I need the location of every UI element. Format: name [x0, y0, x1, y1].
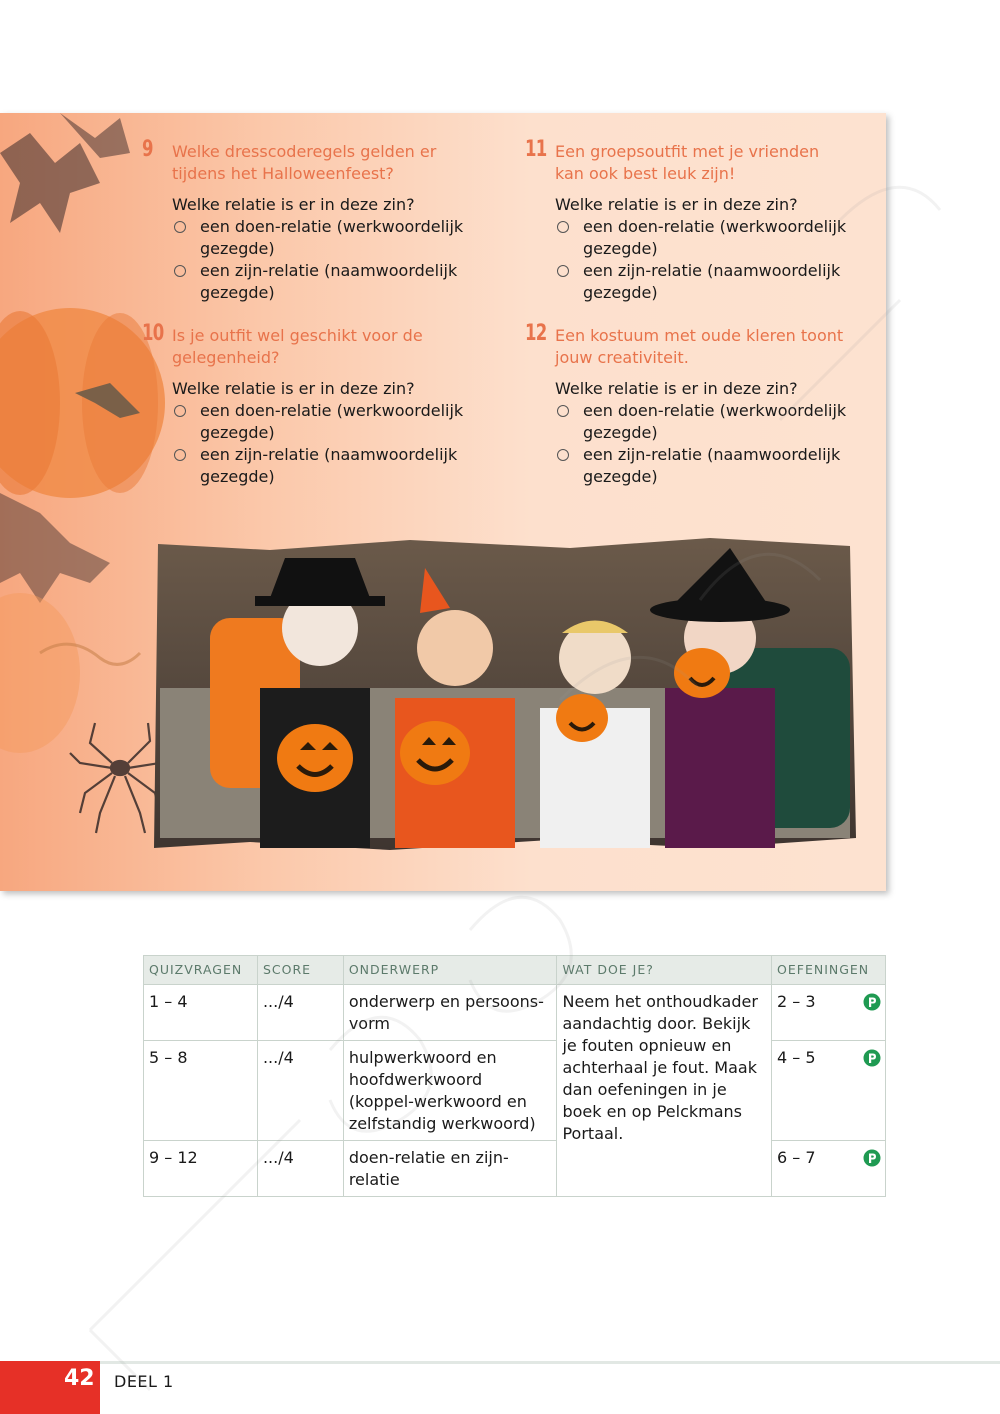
radio-circle-icon[interactable]: [174, 405, 186, 417]
jack-o-lantern-icon: [556, 694, 608, 742]
radio-circle-icon[interactable]: [557, 405, 569, 417]
cell-quiz: 5 – 8: [144, 1041, 258, 1141]
option-doen-relatie[interactable]: een doen-relatie (werkwoordelijk gezegde): [172, 400, 492, 444]
question-statement: Welke dresscoderegels gelden er tijdens het Halloweenfeest?: [172, 142, 437, 183]
question-prompt: Welke relatie is er in deze zin?: [555, 195, 798, 214]
cell-topic: doen-relatie en zijn-relatie: [343, 1141, 557, 1197]
table-row: [144, 1141, 886, 1197]
footer-divider: [100, 1361, 1000, 1364]
question-number: 9: [142, 137, 153, 162]
cell-quiz: 1 – 4: [144, 985, 258, 1041]
score-table: [143, 955, 886, 1197]
radio-circle-icon[interactable]: [557, 221, 569, 233]
header-oefeningen: OEFENINGEN: [772, 956, 886, 985]
pelckmans-portaal-icon[interactable]: [863, 1149, 881, 1167]
radio-circle-icon[interactable]: [557, 449, 569, 461]
cell-topic: hulpwerkwoord en hoofdwerkwoord (koppel-werkwoord en zelfstandig werkwoord): [343, 1041, 557, 1141]
exercises-label: 2 – 3: [777, 992, 816, 1011]
cell-score: .../4: [257, 1041, 343, 1141]
cell-quiz: 9 – 12: [144, 1141, 258, 1197]
option-doen-relatie[interactable]: een doen-relatie (werkwoordelijk gezegde): [555, 216, 851, 260]
exercises-label: 6 – 7: [777, 1148, 816, 1167]
kid-skeleton: [255, 558, 385, 848]
option-doen-relatie[interactable]: een doen-relatie (werkwoordelijk gezegde): [172, 216, 492, 260]
header-quizvragen: QUIZVRAGEN: [144, 956, 258, 985]
quiz-panel: [0, 113, 886, 891]
radio-circle-icon[interactable]: [174, 449, 186, 461]
question-12: [525, 321, 851, 488]
header-score: SCORE: [257, 956, 343, 985]
question-prompt: Welke relatie is er in deze zin?: [555, 379, 798, 398]
option-zijn-relatie[interactable]: een zijn-relatie (naamwoordelijk gezegde): [555, 260, 851, 304]
question-prompt: Welke relatie is er in deze zin?: [172, 379, 415, 398]
question-9: [142, 137, 492, 304]
question-number: 10: [142, 321, 164, 346]
radio-circle-icon[interactable]: [174, 265, 186, 277]
cell-score: .../4: [257, 985, 343, 1041]
header-wat-doe-je: WAT DOE JE?: [557, 956, 772, 985]
question-statement: Een groepsoutfit met je vrienden kan ook best leuk zijn!: [555, 142, 820, 183]
exercises-label: 4 – 5: [777, 1048, 816, 1067]
question-statement: Een kostuum met oude kleren toont jouw creativiteit.: [555, 326, 844, 367]
header-onderwerp: ONDERWERP: [343, 956, 557, 985]
table-header-row: [144, 956, 886, 985]
table-row: [144, 1041, 886, 1141]
question-10: [142, 321, 492, 488]
pelckmans-portaal-icon[interactable]: [863, 1049, 881, 1067]
jack-o-lantern-icon: [400, 721, 470, 785]
cell-exercises: [772, 1041, 886, 1141]
page-number: 42: [64, 1366, 95, 1391]
cell-exercises: [772, 985, 886, 1041]
question-statement: Is je outfit wel geschikt voor de gelegenheid?: [172, 326, 423, 367]
question-11: [525, 137, 851, 304]
question-number: 12: [525, 321, 547, 346]
jack-o-lantern-icon: [277, 724, 353, 792]
jack-o-lantern-icon: [674, 648, 730, 698]
cell-advice: Neem het onthoudkader aandachtig door. Bekijk je fouten opnieuw en achterhaal je fout. Maak dan oefeningen in je boek en op Pelckmans Portaal.: [557, 985, 772, 1197]
cell-exercises: [772, 1141, 886, 1197]
option-zijn-relatie[interactable]: een zijn-relatie (naamwoordelijk gezegde): [172, 260, 492, 304]
bat-icon: [0, 493, 110, 603]
part-label: DEEL 1: [114, 1372, 174, 1391]
cell-score: .../4: [257, 1141, 343, 1197]
question-number: 11: [525, 137, 547, 162]
pelckmans-portaal-icon[interactable]: [863, 993, 881, 1011]
radio-circle-icon[interactable]: [557, 265, 569, 277]
option-zijn-relatie[interactable]: een zijn-relatie (naamwoordelijk gezegde): [172, 444, 492, 488]
radio-circle-icon[interactable]: [174, 221, 186, 233]
halloween-kids-photo: [150, 538, 858, 850]
option-doen-relatie[interactable]: een doen-relatie (werkwoordelijk gezegde): [555, 400, 851, 444]
question-prompt: Welke relatie is er in deze zin?: [172, 195, 415, 214]
option-zijn-relatie[interactable]: een zijn-relatie (naamwoordelijk gezegde): [555, 444, 851, 488]
table-row: [144, 985, 886, 1041]
cell-topic: onderwerp en persoons-vorm: [343, 985, 557, 1041]
bat-icon: [0, 133, 100, 233]
